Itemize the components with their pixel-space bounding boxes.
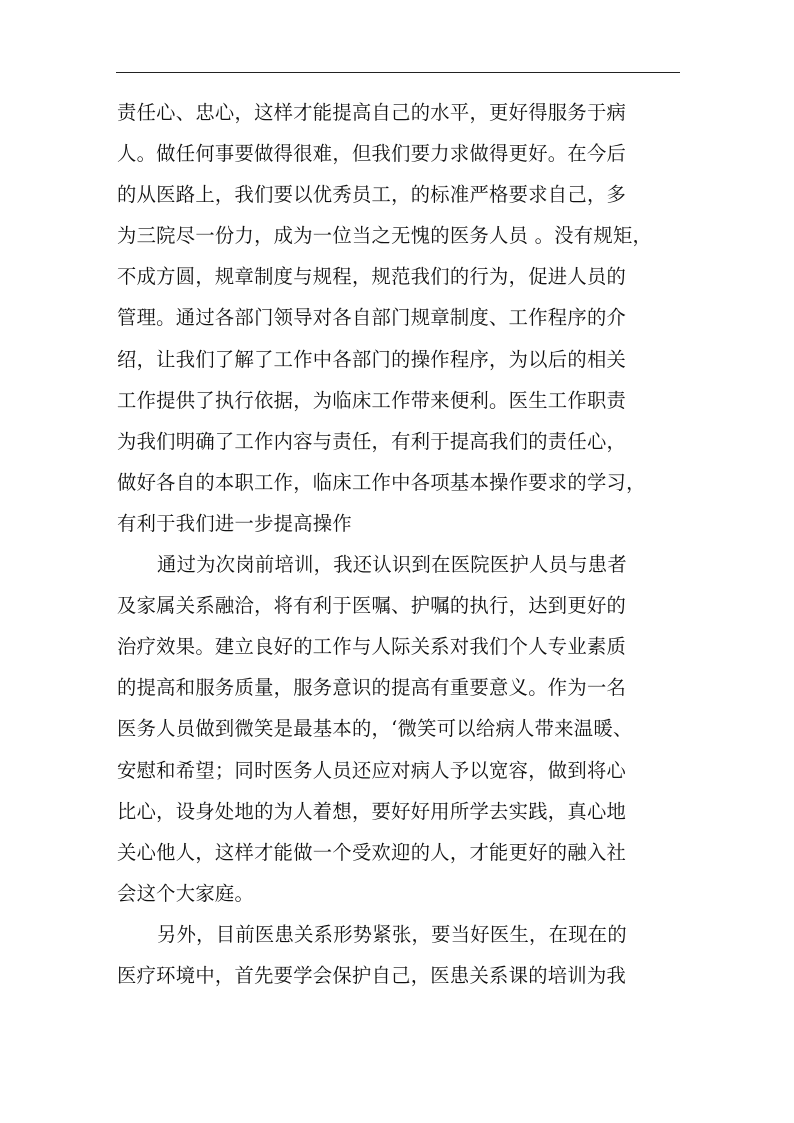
text-line: 医疗环境中，首先要学会保护自己，医患关系课的培训为我	[117, 963, 627, 987]
text-line: 治疗效果。建立良好的工作与人际关系对我们个人专业素质	[117, 635, 627, 659]
text-line: 另外，目前医患关系形势紧张，要当好医生，在现在的	[157, 922, 627, 946]
text-line: 责任心、忠心，这样才能提高自己的水平，更好得服务于病	[117, 101, 627, 124]
text-line: 人。做任何事要做得很难，但我们要力求做得更好。在今后	[117, 142, 627, 166]
text-line: 管理。通过各部门领导对各自部门规章制度、工作程序的介	[117, 306, 627, 330]
text-line: 做好各自的本职工作，临床工作中各项基本操作要求的学习，	[117, 470, 646, 494]
text-line: 及家属关系融洽，将有利于医嘱、护嘱的执行，达到更好的	[117, 594, 627, 618]
paragraph-1	[117, 92, 681, 544]
document-body	[117, 92, 681, 996]
text-line: 医务人员做到微笑是最基本的，‘微笑可以给病人带来温暖、	[117, 717, 633, 741]
text-line: 通过为次岗前培训，我还认识到在医院医护人员与患者	[157, 553, 627, 577]
paragraph-3	[117, 914, 681, 996]
text-line: 安慰和希望；同时医务人员还应对病人予以宽容，做到将心	[117, 758, 627, 782]
text-line: 工作提供了执行依据，为临床工作带来便利。医生工作职责	[117, 388, 627, 412]
text-line: 为我们明确了工作内容与责任，有利于提高我们的责任心，	[117, 429, 627, 453]
text-line: 的提高和服务质量，服务意识的提高有重要意义。作为一名	[117, 676, 627, 700]
text-line: 的从医路上，我们要以优秀员工，的标准严格要求自己，多	[117, 183, 627, 207]
text-line: 比心，设身处地的为人着想，要好好用所学去实践，真心地	[117, 799, 627, 823]
text-line: 为三院尽一份力，成为一位当之无愧的医务人员 。没有规矩，	[117, 224, 653, 248]
text-line: 关心他人，这样才能做一个受欢迎的人，才能更好的融入社	[117, 840, 627, 864]
paragraph-2	[117, 544, 681, 914]
text-line: 会这个大家庭。	[117, 881, 255, 905]
header-rule	[116, 72, 680, 73]
text-line: 不成方圆，规章制度与规程，规范我们的行为，促进人员的	[117, 265, 627, 289]
text-line: 有利于我们进一步提高操作	[117, 511, 352, 535]
text-line: 绍，让我们了解了工作中各部门的操作程序，为以后的相关	[117, 347, 627, 371]
